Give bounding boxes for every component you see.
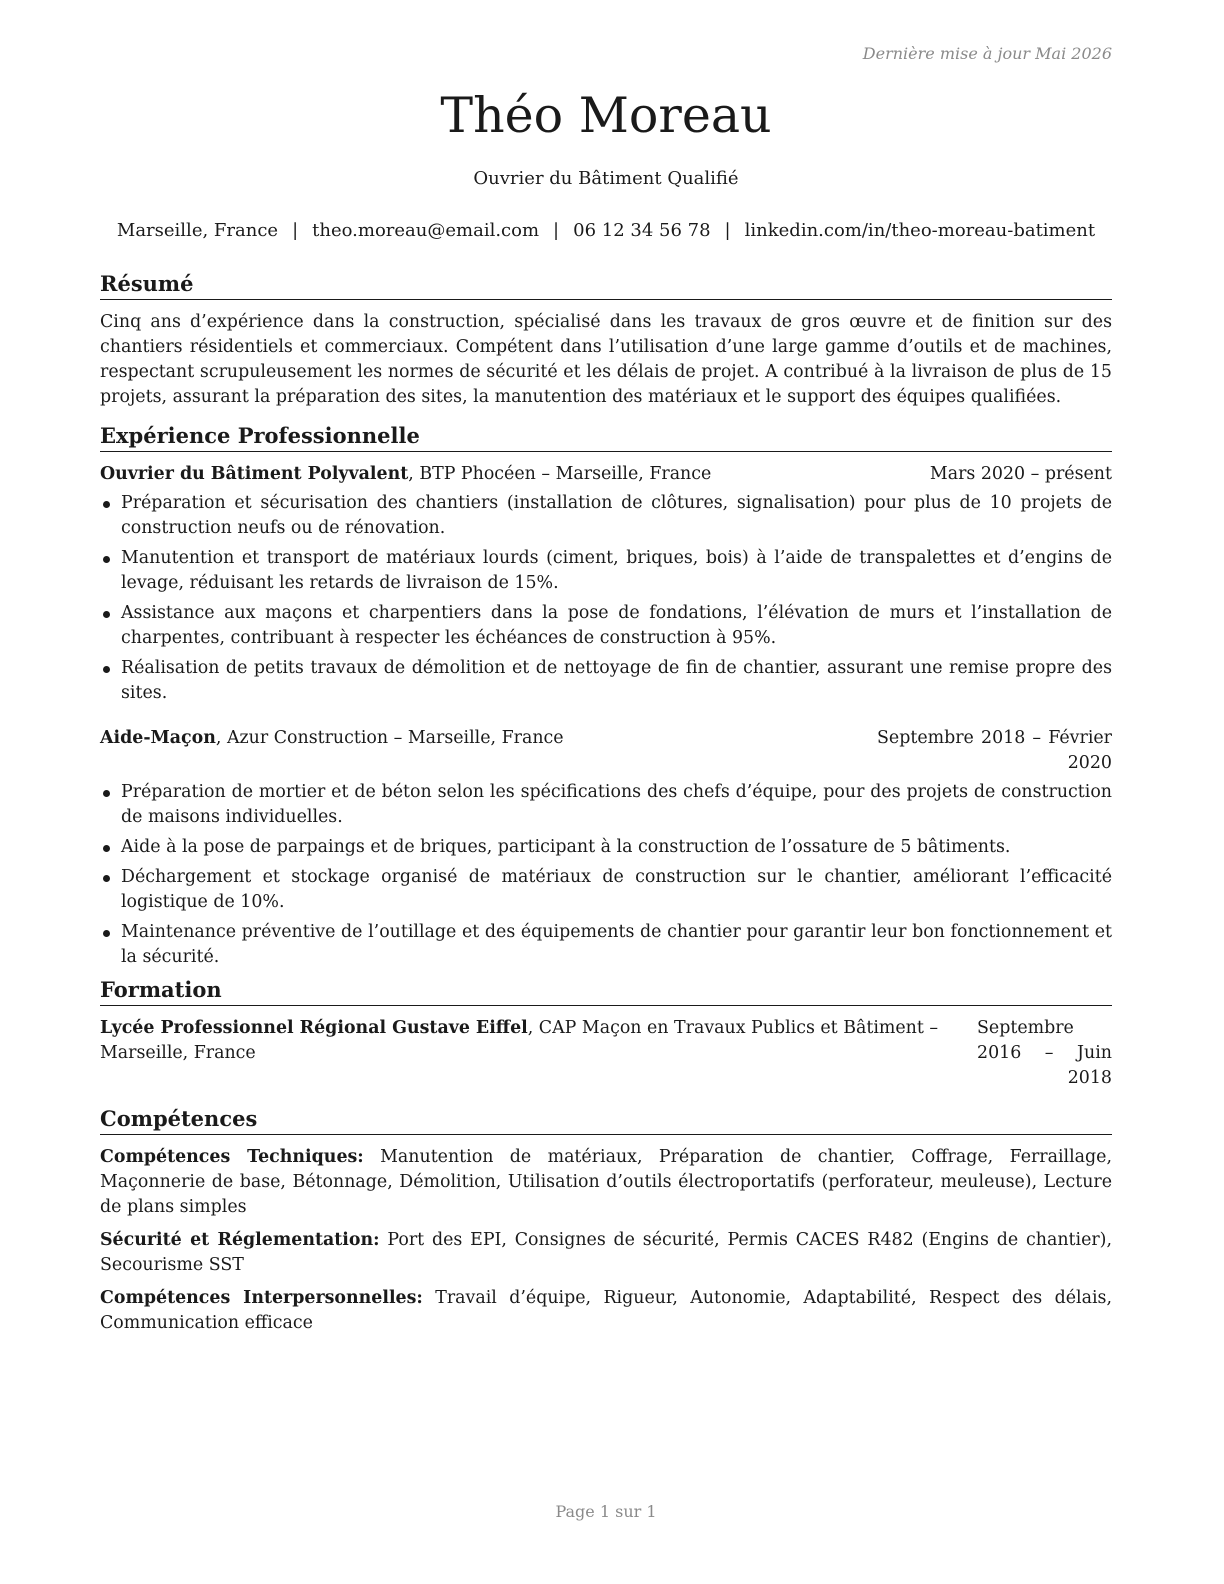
skills-section xyxy=(100,1105,1112,1336)
job-header xyxy=(100,726,1112,776)
experience-section xyxy=(100,422,1112,970)
skill-label: Compétences Interpersonnelles: xyxy=(100,1288,423,1308)
contact-location: Marseille, France xyxy=(116,220,279,241)
list-item: Aide à la pose de parpaings et de briques, participant à la construction de l’ossature de 5 bâtiments. xyxy=(100,835,1112,860)
contact-linkedin[interactable]: linkedin.com/in/theo-moreau-batiment xyxy=(744,220,1096,241)
job-company: , BTP Phocéen – Marseille, France xyxy=(408,464,712,484)
skills-heading: Compétences xyxy=(100,1105,1112,1135)
resume-body xyxy=(100,270,1112,1344)
job-role: Aide-Maçon xyxy=(100,728,216,748)
job-title: Ouvrier du Bâtiment Qualifié xyxy=(473,168,739,189)
education-section xyxy=(100,976,1112,1091)
skill-line xyxy=(100,1228,1112,1278)
summary-heading: Résumé xyxy=(100,270,1112,300)
job-dates: Mars 2020 – présent xyxy=(929,464,1112,484)
education-degree: , CAP Maçon en Travaux Publics et Bâtiment – Marseille, France xyxy=(100,1018,939,1063)
experience-heading: Expérience Professionnelle xyxy=(100,422,1112,452)
page-number: Page 1 sur 1 xyxy=(555,1502,657,1521)
education-school: Lycée Professionnel Régional Gustave Eiffel xyxy=(100,1018,528,1038)
contact-phone[interactable]: 06 12 34 56 78 xyxy=(573,220,711,241)
skill-text: Port des EPI, Consignes de sécurité, Permis CACES R482 (Engins de chantier), Secourisme SST xyxy=(100,1230,1112,1275)
job-role: Ouvrier du Bâtiment Polyvalent xyxy=(100,464,409,484)
skill-text: Travail d’équipe, Rigueur, Autonomie, Adaptabilité, Respect des délais, Communication efficace xyxy=(100,1288,1112,1333)
education-entry xyxy=(100,1016,1112,1091)
list-item: Réalisation de petits travaux de démolition et de nettoyage de fin de chantier, assurant une remise propre des sites. xyxy=(100,656,1112,706)
list-item: Préparation et sécurisation des chantiers (installation de clôtures, signalisation) pour plus de 10 projets de construction neufs ou de rénovation. xyxy=(100,491,1112,541)
contact-separator: | xyxy=(553,220,560,241)
job-bullets xyxy=(100,491,1112,706)
list-item: Assistance aux maçons et charpentiers dans la pose de fondations, l’élévation de murs et l’installation de charpentes, contribuant à respecter les échéances de construction à 95%. xyxy=(100,601,1112,651)
skill-text: Manutention de matériaux, Préparation de chantier, Coffrage, Ferraillage, Maçonnerie de base, Bétonnage, Démolition, Utilisation d’outils électroportatifs (perforateur, meuleuse), Lecture de plans simples xyxy=(100,1147,1112,1217)
list-item: Maintenance préventive de l’outillage et des équipements de chantier pour garantir leur bon fonctionnement et la sécurité. xyxy=(100,920,1112,970)
job-entry xyxy=(100,726,1112,970)
last-updated: Dernière mise à jour Mai 2026 xyxy=(862,44,1112,63)
list-item: Déchargement et stockage organisé de matériaux de construction sur le chantier, améliorant l’efficacité logistique de 10%. xyxy=(100,865,1112,915)
contact-email[interactable]: theo.moreau@email.com xyxy=(312,220,540,241)
skill-line xyxy=(100,1286,1112,1336)
job-entry xyxy=(100,462,1112,706)
candidate-name: Théo Moreau xyxy=(440,87,772,144)
skill-label: Compétences Techniques: xyxy=(100,1147,364,1167)
summary-text: Cinq ans d’expérience dans la construction, spécialisé dans les travaux de gros œuvre et de finition sur des chantiers résidentiels et commerciaux. Compétent dans l’utilisation d’une large gamme d’outils et de machines, respectant scrupuleusement les normes de sécurité et les délais de projet. A contribué à la livraison de plus de 15 projets, assurant la préparation des sites, la manutention des matériaux et le support des équipes qualifiées. xyxy=(100,312,1112,407)
list-item: Préparation de mortier et de béton selon les spécifications des chefs d’équipe, pour des projets de construction de maisons individuelles. xyxy=(100,780,1112,830)
job-company: , Azur Construction – Marseille, France xyxy=(215,728,564,748)
job-header xyxy=(100,462,1112,487)
job-bullets xyxy=(100,780,1112,970)
skill-line xyxy=(100,1145,1112,1220)
contact-separator: | xyxy=(724,220,731,241)
education-dates: Septembre 2016 – Juin 2018 xyxy=(977,1018,1112,1088)
contact-separator: | xyxy=(292,220,299,241)
skill-label: Sécurité et Réglementation: xyxy=(100,1230,380,1250)
education-heading: Formation xyxy=(100,976,1112,1006)
resume-page xyxy=(100,0,1112,1584)
list-item: Manutention et transport de matériaux lourds (ciment, briques, bois) à l’aide de transpalettes et d’engins de levage, réduisant les retards de livraison de 15%. xyxy=(100,546,1112,596)
summary-section xyxy=(100,270,1112,410)
job-dates: Septembre 2018 – Février 2020 xyxy=(877,728,1112,773)
contact-line xyxy=(100,219,1112,243)
